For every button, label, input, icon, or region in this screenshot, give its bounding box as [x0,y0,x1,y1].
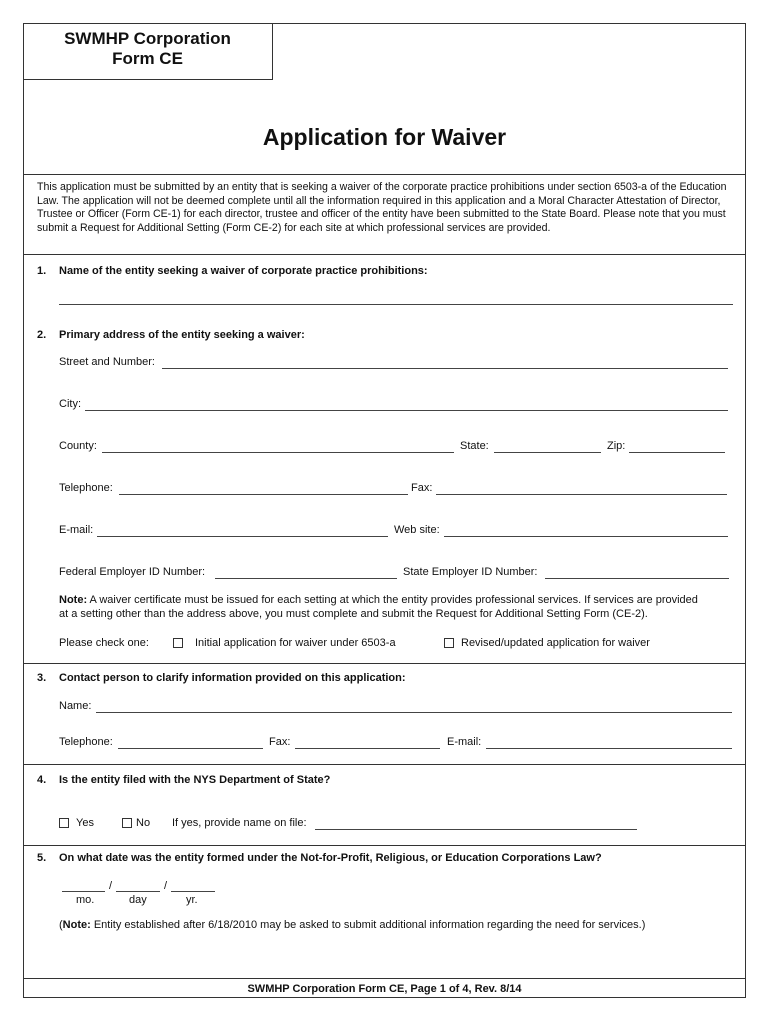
street-field[interactable] [162,368,728,369]
form-id-box [23,23,273,80]
contact-telephone-label: Telephone: [59,736,113,748]
day-caption: day [129,894,147,906]
city-label: City: [59,398,81,410]
year-caption: yr. [186,894,198,906]
q1-number: 1. [37,265,47,277]
initial-application-label: Initial application for waiver under 6503-a [195,637,396,649]
filed-name-label: If yes, provide name on file: [172,817,307,829]
note-text: Entity established after 6/18/2010 may be asked to submit additional information regarding the need for services.) [90,919,646,931]
county-label: County: [59,440,97,452]
q5-number: 5. [37,852,47,864]
contact-name-label: Name: [59,700,92,712]
note-label: Note: [62,919,91,931]
setting-note-line2: at a setting other than the address above, you must complete and submit the Request for Additional Setting Form (CE-2). [59,608,648,620]
yes-checkbox[interactable] [59,818,69,828]
date-separator: / [164,880,168,892]
divider [23,174,746,175]
q1-label: Name of the entity seeking a waiver of corporate practice prohibitions: [59,265,428,277]
state-label: State: [460,440,489,452]
form-code: Form CE [112,49,183,68]
federal-id-label: Federal Employer ID Number: [59,566,206,578]
divider [23,663,746,664]
contact-telephone-field[interactable] [118,748,263,749]
footer-divider [23,978,746,979]
city-field[interactable] [85,410,728,411]
page-title: Application for Waiver [262,124,507,150]
contact-email-field[interactable] [486,748,732,749]
q2-number: 2. [37,329,47,341]
page-footer: SWMHP Corporation Form CE, Page 1 of 4, Rev. 8/14 [247,983,522,995]
no-checkbox[interactable] [122,818,132,828]
date-note [59,919,645,932]
contact-fax-field[interactable] [295,748,440,749]
intro-paragraph: This application must be submitted by an entity that is seeking a waiver of the corporate practice prohibitions under section 6503-a of the Education Law. The application will not be deemed complete until all the information required in this application and a Moral Character Attestation of Director, Trustee or Officer (Form CE-1) for each director, trustee and officer of the entity have been submitted to the State Board. Please note that you must submit a Request for Additional Setting (Form CE-2) for each site at which professional services are provided. [37,181,727,235]
fax-field[interactable] [436,494,727,495]
no-label: No [136,817,151,829]
federal-id-field[interactable] [215,578,397,579]
corp-name: SWMHP Corporation [64,29,231,48]
check-label: Please check one: [59,637,149,649]
contact-email-label: E-mail: [447,736,482,748]
year-field[interactable] [171,891,215,892]
website-label: Web site: [394,524,440,536]
street-label: Street and Number: [59,356,155,368]
revised-application-checkbox[interactable] [444,638,454,648]
telephone-field[interactable] [119,494,408,495]
divider [23,764,746,765]
email-label: E-mail: [59,524,94,536]
revised-application-label: Revised/updated application for waiver [461,637,650,649]
month-field[interactable] [62,891,105,892]
state-id-field[interactable] [545,578,729,579]
q2-label: Primary address of the entity seeking a waiver: [59,329,305,341]
fax-label: Fax: [411,482,433,494]
note-open-paren: ( [59,919,63,931]
note-label: Note: [59,594,88,606]
date-separator: / [109,880,113,892]
entity-name-field[interactable] [59,304,733,305]
setting-note-line1 [59,594,698,607]
zip-label: Zip: [607,440,626,452]
contact-fax-label: Fax: [269,736,291,748]
telephone-label: Telephone: [59,482,113,494]
state-field[interactable] [494,452,601,453]
email-field[interactable] [97,536,388,537]
month-caption: mo. [76,894,95,906]
contact-name-field[interactable] [96,712,732,713]
state-id-label: State Employer ID Number: [403,566,538,578]
zip-field[interactable] [629,452,725,453]
day-field[interactable] [116,891,160,892]
initial-application-checkbox[interactable] [173,638,183,648]
county-field[interactable] [102,452,454,453]
yes-label: Yes [76,817,94,829]
note-text: A waiver certificate must be issued for each setting at which the entity provides professional services. If services are provided [87,594,698,606]
filed-name-field[interactable] [315,829,637,830]
q4-number: 4. [37,774,47,786]
q5-label: On what date was the entity formed under the Not-for-Profit, Religious, or Education Corporations Law? [59,852,602,864]
q3-label: Contact person to clarify information provided on this application: [59,672,406,684]
divider [23,845,746,846]
q4-label: Is the entity filed with the NYS Department of State? [59,774,331,786]
divider [23,254,746,255]
website-field[interactable] [444,536,728,537]
q3-number: 3. [37,672,47,684]
